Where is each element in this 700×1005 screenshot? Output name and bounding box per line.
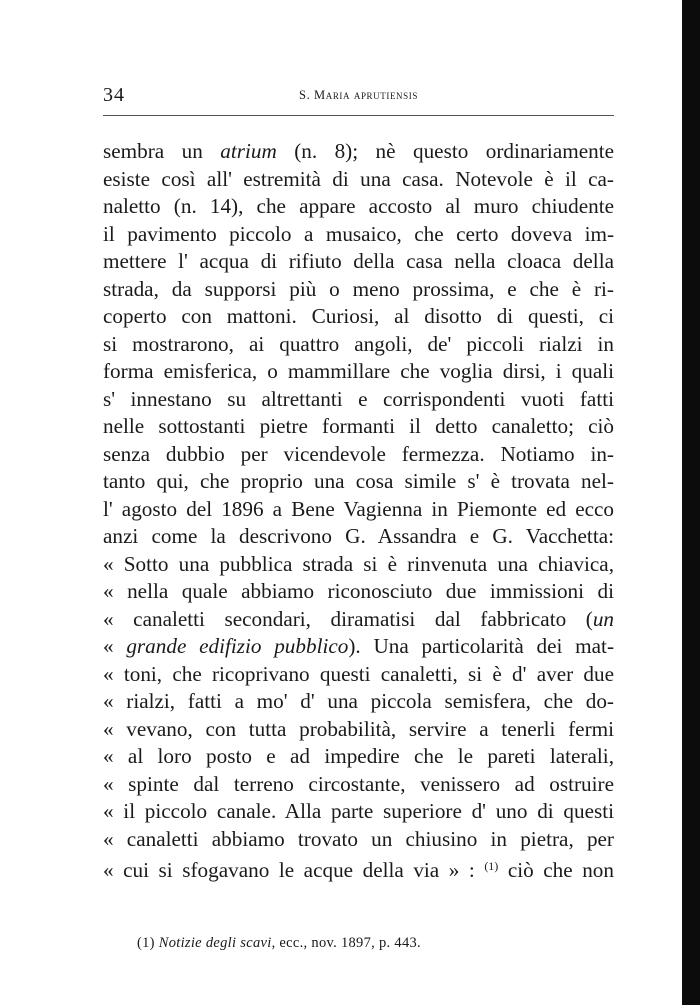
footnote-reference: (1) <box>484 859 499 873</box>
text-span: « cui si sfogavano le acque della via » : <box>103 858 485 882</box>
text-line <box>103 853 614 881</box>
text-span: sembra un <box>103 139 221 163</box>
text-line: « al loro posto e ad impedire che le pareti laterali, <box>103 744 614 768</box>
header-rule <box>103 115 614 116</box>
text-line: tanto qui, che proprio una cosa simile s' è trovata nel- <box>103 469 614 493</box>
italic-term: atrium <box>220 139 277 163</box>
text-line <box>103 633 614 661</box>
text-line: senza dubbio per vicendevole fermezza. Notiamo in- <box>103 441 614 466</box>
text-line: « Sotto una pubblica strada si è rinvenuta una chiavica, <box>103 551 614 576</box>
text-line: l' agosto del 1896 a Bene Vagienna in Piemonte ed ecco <box>103 496 614 521</box>
footnote-marker: (1) <box>137 935 159 951</box>
text-line: « rialzi, fatti a mo' d' una piccola semisfera, che do- <box>103 689 614 713</box>
text-line: « canaletti abbiamo trovato un chiusino in pietra, per <box>103 826 614 851</box>
text-line: forma emisferica, o mammillare che voglia dirsi, i quali <box>103 359 614 383</box>
page-edge-shadow <box>682 0 700 1005</box>
text-line <box>103 606 614 634</box>
text-span: (n. 8); nè questo ordinariamente <box>276 139 614 163</box>
text-line: naletto (n. 14), che appare accosto al muro chiudente <box>103 194 614 218</box>
page-header <box>103 80 614 110</box>
body-text <box>103 138 614 881</box>
footnote <box>137 935 617 952</box>
text-span: ). Una particolarità dei mat- <box>348 634 614 658</box>
text-line: « toni, che ricoprivano questi canaletti, si è d' aver due <box>103 661 614 686</box>
text-line: coperto con mattoni. Curiosi, al disotto di questi, ci <box>103 304 614 328</box>
italic-term: grande edifizio pubblico <box>126 634 349 658</box>
text-line: « il piccolo canale. Alla parte superiore d' uno di questi <box>103 799 614 823</box>
text-line: « nella quale abbiamo riconosciuto due immissioni di <box>103 579 614 603</box>
text-line: mettere l' acqua di rifiuto della casa nella cloaca della <box>103 249 614 273</box>
text-line: si mostrarono, ai quattro angoli, de' piccoli rialzi in <box>103 331 614 356</box>
text-line: « spinte dal terreno circostante, venissero ad ostruire <box>103 771 614 796</box>
text-span: « canaletti secondari, diramatisi dal fabbricato ( <box>103 606 593 631</box>
text-line: il pavimento piccolo a musaico, che certo doveva im- <box>103 221 614 246</box>
footnote-title: Notizie degli scavi <box>158 935 272 951</box>
italic-term: un <box>592 606 614 631</box>
text-line: s' innestano su altrettanti e corrispondenti vuoti fatti <box>103 386 614 411</box>
text-line: « vevano, con tutta probabilità, servire a tenerli fermi <box>103 716 614 741</box>
text-span: « <box>103 634 127 658</box>
text-line <box>103 138 614 166</box>
footnote-citation: , ecc., nov. 1897, p. 443. <box>271 935 421 951</box>
text-line: anzi come la descrivono G. Assandra e G. Vacchetta: <box>103 524 614 548</box>
text-line: strada, da supporsi più o meno prossima, e che è ri- <box>103 276 614 301</box>
text-span: ciò che non <box>498 858 614 882</box>
page-number: 34 <box>103 84 125 106</box>
text-line: esiste così all' estremità di una casa. Notevole è il ca- <box>103 166 614 191</box>
text-line: nelle sottostanti pietre formanti il detto canaletto; ciò <box>103 414 614 438</box>
running-head: S. Maria aprutiensis <box>299 88 418 102</box>
